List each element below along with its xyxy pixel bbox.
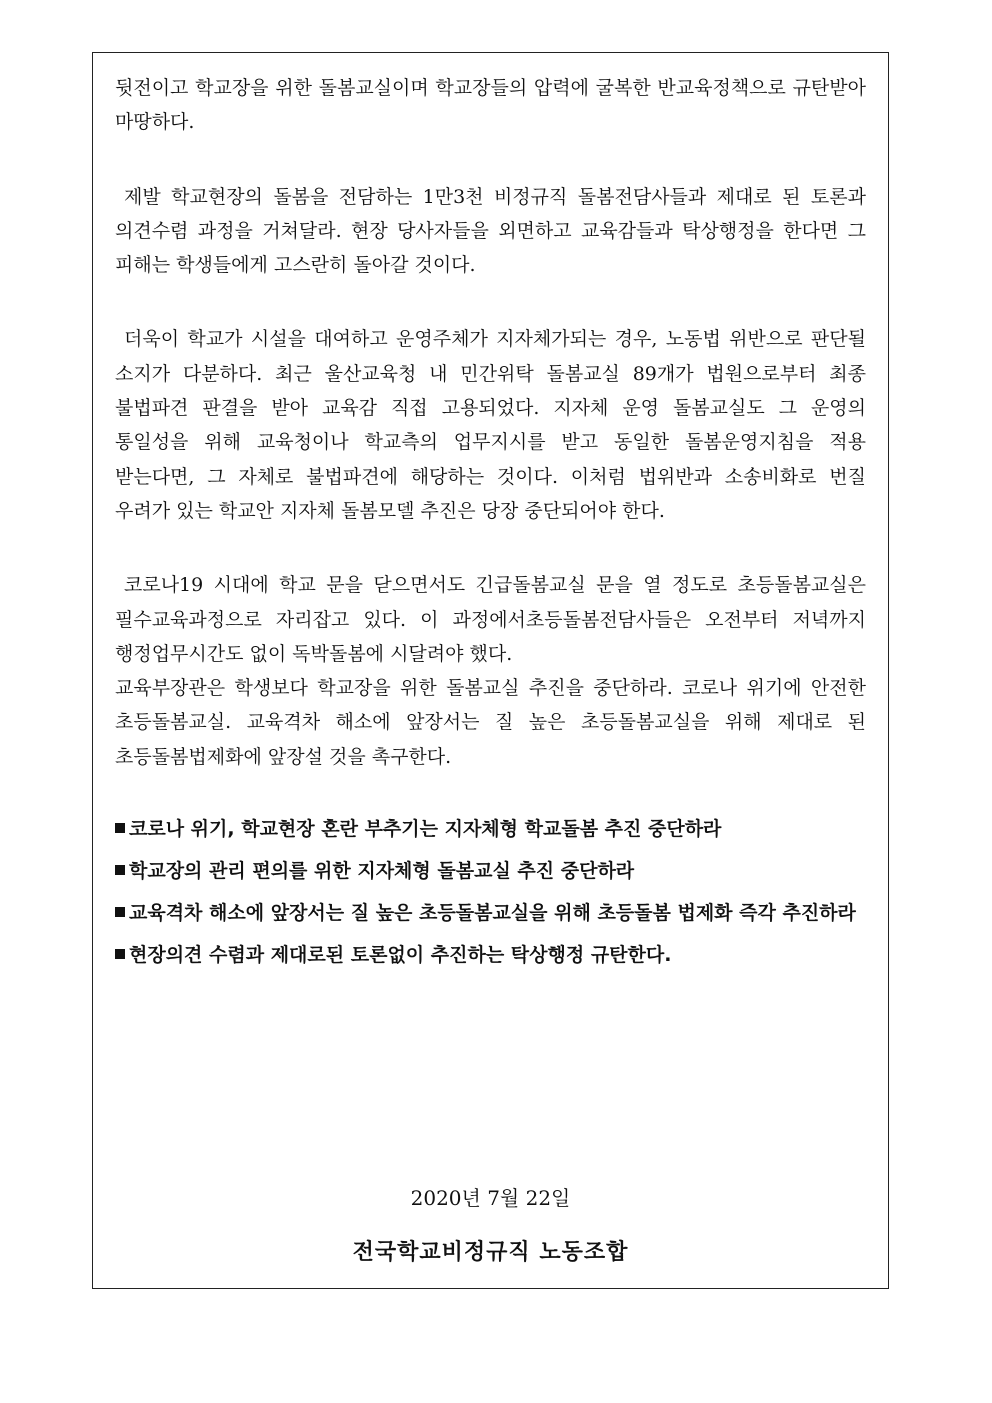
demand-item: 학교장의 관리 편의를 위한 지자체형 돌봄교실 추진 중단하라 bbox=[115, 850, 866, 892]
square-bullet-icon bbox=[115, 823, 125, 833]
document-body bbox=[115, 71, 866, 976]
demand-list bbox=[115, 808, 866, 976]
document-date: 2020년 7월 22일 bbox=[410, 1186, 571, 1210]
document-footer bbox=[93, 1183, 888, 1267]
document-frame bbox=[92, 52, 889, 1289]
paragraph-legal-concern: 더욱이 학교가 시설을 대여하고 운영주체가 지자체가되는 경우, 노동법 위반으로 판단될 소지가 다분하다. 최근 울산교육청 내 민간위탁 돌봄교실 89개가 법원으로부터 최종 불법파견 판결을 받아 교육감 직접 고용되었다. 지자체 운영 돌봄교실도 그 운영의 통일성을 위해 교육청이나 학교측의 업무지시를 받고 동일한 돌봄운영지침을 적용 받는다면, 그 자체로 불법파견에 해당하는 것이다. 이처럼 법위반과 소송비화로 번질 우려가 있는 학교안 지자체 돌봄모델 추진은 당장 중단되어야 한다. bbox=[115, 328, 866, 522]
demand-item: 현장의견 수렴과 제대로된 토론없이 추진하는 탁상행정 규탄한다. bbox=[115, 934, 866, 976]
demand-item: 교육격차 해소에 앞장서는 질 높은 초등돌봄교실을 위해 초등돌봄 법제화 즉각 추진하라 bbox=[115, 892, 866, 934]
square-bullet-icon bbox=[115, 949, 125, 959]
paragraph-request: 제발 학교현장의 돌봄을 전담하는 1만3천 비정규직 돌봄전담사들과 제대로 된 토론과 의견수렴 과정을 거쳐달라. 현장 당사자들을 외면하고 교육감들과 탁상행정을 한다면 그 피해는 학생들에게 고스란히 돌아갈 것이다. bbox=[115, 185, 866, 277]
paragraph-intro: 뒷전이고 학교장을 위한 돌봄교실이며 학교장들의 압력에 굴복한 반교육정책으로 규탄받아 마땅하다. bbox=[115, 77, 866, 134]
paragraph-demand-minister: 교육부장관은 학생보다 학교장을 위한 돌봄교실 추진을 중단하라. 코로나 위기에 안전한 초등돌봄교실. 교육격차 해소에 앞장서는 질 높은 초등돌봄교실을 위해 제대로 된 초등돌봄법제화에 앞장설 것을 촉구한다. bbox=[115, 677, 866, 768]
organization-name: 전국학교비정규직 노동조합 bbox=[352, 1239, 629, 1265]
square-bullet-icon bbox=[115, 907, 125, 917]
demand-item: 코로나 위기, 학교현장 혼란 부추기는 지자체형 학교돌봄 추진 중단하라 bbox=[115, 808, 866, 850]
square-bullet-icon bbox=[115, 865, 125, 875]
paragraph-covid-context: 코로나19 시대에 학교 문을 닫으면서도 긴급돌봄교실 문을 열 정도로 초등돌봄교실은 필수교육과정으로 자리잡고 있다. 이 과정에서초등돌봄전담사들은 오전부터 저녁까지 행정업무시간도 없이 독박돌봄에 시달려야 했다. bbox=[115, 574, 866, 665]
